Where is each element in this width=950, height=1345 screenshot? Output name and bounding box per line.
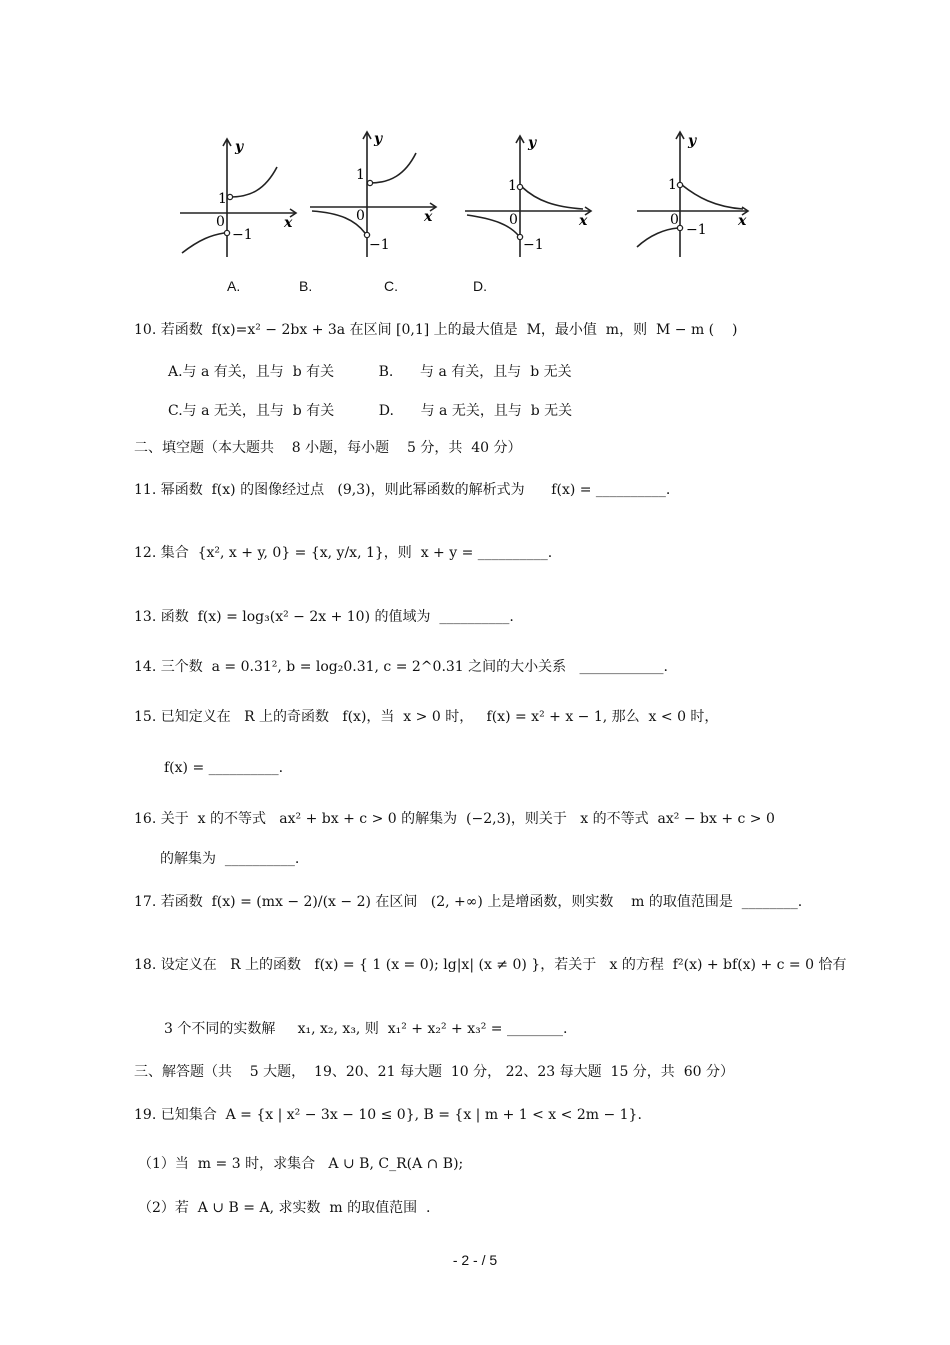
svg-text:−1: −1 [369, 237, 390, 253]
question-12: 12. 集合 {x², x + y, 0} = {x, y/x, 1}，则 x + y = __________. [134, 545, 553, 561]
svg-text:x: x [424, 209, 433, 225]
question-13: 13. 函数 f(x) = log₃(x² − 2x + 10) 的值域为 __________. [134, 609, 514, 625]
page-number: - 2 - / 5 [452, 1252, 498, 1268]
svg-text:0: 0 [509, 212, 518, 228]
function-graphs [175, 125, 775, 265]
graph-b [310, 125, 440, 260]
svg-text:1: 1 [356, 167, 365, 183]
graph-d [635, 125, 765, 260]
question-17: 17. 若函数 f(x) = (mx − 2)/(x − 2) 在区间 (2, +∞) 上是增函数，则实数 m 的取值范围是 ________. [134, 894, 803, 910]
svg-text:0: 0 [670, 212, 679, 228]
graph-c [465, 125, 595, 260]
question-15-answer: f(x) = __________. [164, 760, 284, 776]
question-19-part-1: （1）当 m = 3 时，求集合 A ∪ B, C_R(A ∩ B); [138, 1156, 464, 1172]
svg-text:x: x [579, 213, 588, 229]
svg-text:x: x [284, 215, 293, 231]
svg-text:−1: −1 [523, 237, 544, 253]
question-10-options-cd: C.与 a 无关，且与 b 有关 D. 与 a 无关，且与 b 无关 [168, 403, 573, 419]
svg-text:1: 1 [218, 191, 227, 207]
question-15: 15. 已知定义在 R 上的奇函数 f(x)，当 x > 0 时， f(x) = x² + x − 1, 那么 x < 0 时， [134, 709, 719, 725]
svg-text:1: 1 [668, 177, 677, 193]
svg-text:−1: −1 [232, 227, 253, 243]
option-b-label: B. [299, 278, 313, 294]
question-10: 10. 若函数 f(x)=x² − 2bx + 3a 在区间 [0,1] 上的最大值是 M，最小值 m，则 M − m ( ) [134, 322, 738, 338]
question-19: 19. 已知集合 A = {x | x² − 3x − 10 ≤ 0}, B = {x | m + 1 < x < 2m − 1}. [134, 1107, 642, 1123]
svg-text:−1: −1 [686, 222, 707, 238]
svg-text:0: 0 [216, 214, 225, 230]
question-10-options-ab: A.与 a 有关，且与 b 有关 B. 与 a 有关，且与 b 无关 [168, 364, 572, 380]
question-11: 11. 幂函数 f(x) 的图像经过点 (9,3)，则此幂函数的解析式为 f(x) = __________. [134, 482, 671, 498]
option-d-label: D. [473, 278, 487, 294]
svg-text:x: x [738, 213, 747, 229]
question-14: 14. 三个数 a = 0.31², b = log₂0.31, c = 2^0.31 之间的大小关系 ____________. [134, 659, 668, 675]
option-a-label: A. [227, 278, 241, 294]
section-2-heading: 二、填空题（本大题共 8 小题，每小题 5 分，共 40 分） [134, 440, 522, 456]
svg-text:y: y [528, 135, 537, 151]
graph-a [180, 125, 300, 260]
question-19-part-2: （2）若 A ∪ B = A, 求实数 m 的取值范围 . [138, 1200, 431, 1216]
question-18-answer: 3 个不同的实数解 x₁, x₂, x₃, 则 x₁² + x₂² + x₃² = ________. [164, 1021, 568, 1037]
question-18: 18. 设定义在 R 上的函数 f(x) = { 1 (x = 0); lg|x| (x ≠ 0) }，若关于 x 的方程 f²(x) + bf(x) + c = 0 恰有 [134, 957, 847, 973]
svg-text:y: y [374, 131, 383, 147]
svg-text:y: y [688, 133, 697, 149]
svg-text:1: 1 [508, 178, 517, 194]
question-16: 16. 关于 x 的不等式 ax² + bx + c > 0 的解集为 (−2,3)，则关于 x 的不等式 ax² − bx + c > 0 [134, 811, 775, 827]
svg-text:y: y [235, 139, 244, 155]
option-c-label: C. [384, 278, 398, 294]
section-3-heading: 三、解答题（共 5 大题， 19、20、21 每大题 10 分， 22、23 每大题 15 分，共 60 分） [134, 1064, 734, 1080]
svg-text:0: 0 [356, 208, 365, 224]
question-16-answer: 的解集为 __________. [160, 851, 300, 867]
